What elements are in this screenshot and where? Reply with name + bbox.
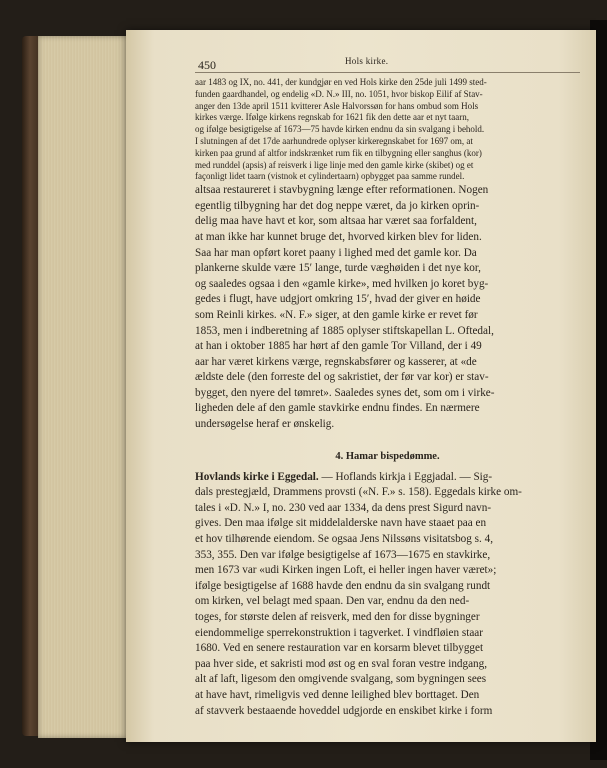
text-line: 1680. Ved en senere restauration var en korsarm blevet tilbygget xyxy=(195,642,484,655)
text-line: 353, 355. Den var ifølge besigtigelse af 1673—1675 en stavkirke, xyxy=(195,548,491,561)
page-text xyxy=(195,52,580,719)
text-line: undersøgelse heraf er ønskelig. xyxy=(195,418,335,431)
text-line: delig maa have havt et kor, som altsaa har været saa forfaldent, xyxy=(195,215,477,228)
text-line: og saaledes ogsaa i den «gamle kirke», med hvilken jo koret byg- xyxy=(195,277,489,290)
text-line: et hov tilhørende eiendom. Se ogsaa Jens Nilssøns visitatsbog s. 4, xyxy=(195,533,493,546)
text-line: at have havt, rimeligvis ved denne leilighed blev borttaget. Den xyxy=(195,688,480,701)
text-line: — Hoflands kirkja i Eggjadal. — Sig- xyxy=(318,470,493,483)
text-line: dals prestegjæld, Drammens provsti («N. F.» s. 158). Eggedals kirke om- xyxy=(195,486,522,499)
text-line: gives. Den maa ifølge sit middelalderske navn have staaet paa en xyxy=(195,517,487,530)
paragraph-hovland xyxy=(195,470,580,720)
text-line: at han i oktober 1885 har hørt af den gamle Tor Villand, der i 49 xyxy=(195,340,482,353)
text-line: paa hver side, et sakristi mod øst og en sval foran vestre indgang, xyxy=(195,657,488,670)
text-line: kirken paa grund af altfor indskrænket rum fik en tilbygning eller sanghus (kor) xyxy=(195,147,482,158)
text-line: som Reinli kirkes. «N. F.» siger, at den gamle kirke er revet før xyxy=(195,308,478,321)
text-line: aar har været kirkens værge, regnskabsfører og kasserer, at «de xyxy=(195,355,477,368)
text-line: gedes i flugt, have udgjort omkring 15′, hvad der giver en høide xyxy=(195,293,481,306)
text-line: ligheden dele af den gamle stavkirke endnu findes. En nærmere xyxy=(195,402,480,415)
paragraph-hols xyxy=(195,183,580,433)
text-line: 1853, men i indberetning af 1885 oplyser stiftskapellan L. Oftedal, xyxy=(195,324,494,337)
page-number: 450 xyxy=(198,58,216,72)
entry-title: Hovlands kirke i Eggedal. xyxy=(195,470,319,483)
text-line: kirkes værge. Ifølge kirkens regnskab for 1621 fik den dette aar et nyt taarn, xyxy=(195,112,469,123)
text-line: funden gaardhandel, og endelig «D. N.» III, no. 1051, hvor biskop Eilif af Stav- xyxy=(195,88,483,99)
text-line: egentlig tilbygning har det dog neppe været, da jo kirken oprin- xyxy=(195,199,480,212)
text-line: og ifølge besigtigelse af 1673—75 havde kirken endnu da sin svalgang i behold. xyxy=(195,124,485,135)
text-line: bygget, den nyere del tømret». Saaledes synes det, som om i virke- xyxy=(195,386,495,399)
text-line: at man ikke har kunnet bruge det, hvorved kirken blev for liden. xyxy=(195,230,482,243)
text-line: façonligt lidet taarn (vistnok et cylindertaarn) opbygget paa samme rundel. xyxy=(195,171,465,182)
page-header xyxy=(195,52,580,73)
text-line: af stavverk bestaaende hoveddel udgjorde en enskibet kirke i form xyxy=(195,704,493,717)
text-line: ifølge besigtigelse af 1688 havde den endnu da sin svalgang rundt xyxy=(195,579,491,592)
text-line: med runddel (apsis) af reisverk i lige linje med den gamle kirke (skibet) og et xyxy=(195,159,474,170)
text-line-first xyxy=(195,470,580,486)
text-line: toges, for største delen af reisverk, med den for disse bygninger xyxy=(195,611,480,624)
text-line: I slutningen af det 17de aarhundrede oplyser kirkeregnskabet for 1697 om, at xyxy=(195,135,473,146)
text-line: tales i «D. N.» I, no. 230 ved aar 1334, da dens prest Sigurd navn- xyxy=(195,501,492,514)
text-line: anger den 13de april 1511 kvitterer Asle Halvorssøn for hans ombud som Hols xyxy=(195,100,479,111)
text-line: ældste dele (den forreste del og sakristiet, der før var kor) er stav- xyxy=(195,371,489,384)
section-heading: 4. Hamar bispedømme. xyxy=(335,450,440,462)
text-line: men 1673 var «udi Kirken ingen Loft, ei heller ingen haver været»; xyxy=(195,564,497,577)
text-line: eiendommelige sperrekonstruktion i tagverket. I vindfløien staar xyxy=(195,626,483,639)
text-line: plankerne skulde være 15′ lange, turde væghøiden i det nye kor, xyxy=(195,262,481,275)
book-page xyxy=(126,30,596,742)
running-title: Hols kirke. xyxy=(345,56,389,66)
text-line: aar 1483 og IX, no. 441, der kundgjør en ved Hols kirke den 25de juli 1499 sted- xyxy=(195,77,487,87)
text-line: alt af laft, ligesom den omgivende svalgang, som bygningen sees xyxy=(195,673,487,686)
text-line: om kirken, vel belagt med spaan. Den var, endnu da den ned- xyxy=(195,595,470,608)
page-edges xyxy=(38,36,130,738)
text-line: Saa har man opført koret paany i lighed med det gamle kor. Da xyxy=(195,246,477,259)
text-line: altsaa restaureret i stavbygning længe efter reformationen. Nogen xyxy=(195,184,489,197)
footnote-continuation xyxy=(195,77,580,183)
